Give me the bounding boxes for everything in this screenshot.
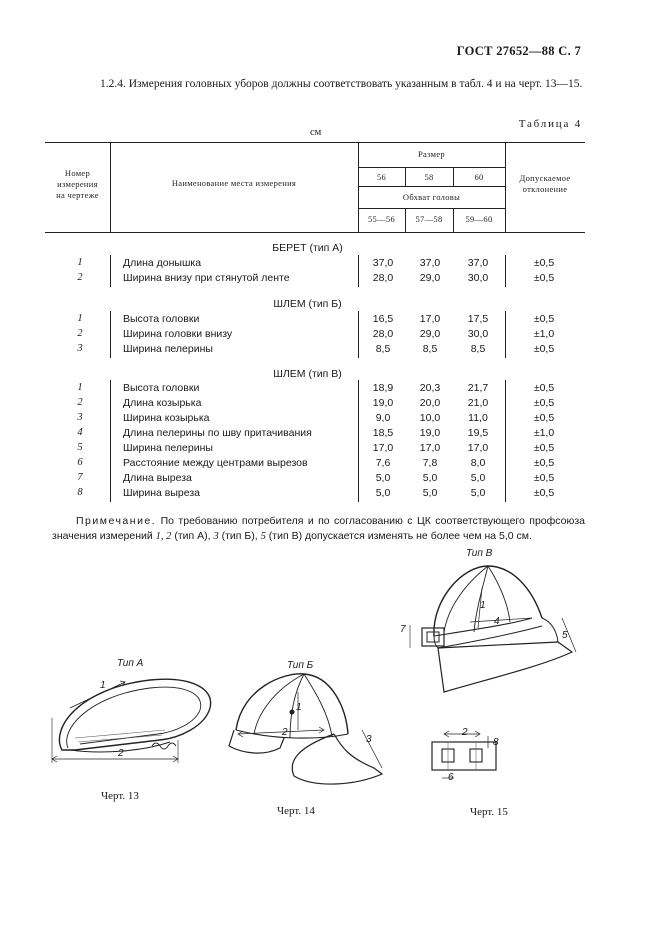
section-title-beret: БЕРЕТ (тип А) — [272, 242, 343, 254]
row-value-56: 7,6 — [375, 457, 391, 469]
row-number: 2 — [77, 397, 83, 408]
row-value-58: 8,5 — [422, 343, 438, 355]
row-value-58: 17,0 — [419, 442, 441, 454]
page-header: ГОСТ 27652—88 С. 7 — [456, 44, 581, 58]
row-value-58: 20,0 — [419, 397, 441, 409]
row-tolerance: ±0,5 — [533, 412, 555, 424]
row-value-60: 30,0 — [467, 328, 489, 340]
row-value-58: 5,0 — [422, 487, 438, 499]
row-tolerance: ±0,5 — [533, 313, 555, 325]
table-row — [45, 272, 585, 287]
figure-13-dim-2: 2 — [118, 748, 124, 759]
row-value-60: 5,0 — [470, 472, 486, 484]
row-value-56: 17,0 — [372, 442, 394, 454]
figure-14-type-label: Тип Б — [287, 660, 314, 671]
table-row — [45, 257, 585, 272]
row-value-60: 17,0 — [467, 442, 489, 454]
row-value-56: 18,9 — [372, 382, 394, 394]
table-row — [45, 487, 585, 502]
row-number: 2 — [77, 272, 83, 283]
row-name: Ширина пелерины — [123, 343, 213, 355]
row-name: Длина пелерины по шву притачивания — [123, 427, 312, 439]
table-row — [45, 343, 585, 358]
figure-13-type-label: Тип А — [117, 658, 144, 669]
row-name: Ширина выреза — [123, 487, 200, 499]
table-unit: см — [310, 127, 322, 138]
header-tolerance-line1: Допускаемое — [519, 173, 571, 183]
row-value-60: 8,5 — [470, 343, 486, 355]
figure-13-caption: Черт. 13 — [101, 790, 139, 802]
figure-15-cutout-detail — [424, 726, 514, 786]
note-text-a: По требованию потребителя и по согласованию с ЦК соответствующего профсоюза значения измерений — [52, 515, 585, 542]
row-value-58: 17,0 — [419, 313, 441, 325]
header-size-58: 58 — [424, 172, 434, 182]
row-number: 7 — [77, 472, 83, 483]
row-number: 6 — [77, 457, 83, 468]
section-title-helmet-b: ШЛЕМ (тип Б) — [273, 298, 342, 310]
header-girth-2: 57—58 — [415, 214, 443, 224]
row-value-56: 19,0 — [372, 397, 394, 409]
table-row — [45, 457, 585, 472]
figure-15-dim-1: 1 — [480, 600, 486, 611]
row-name: Ширина козырька — [123, 412, 210, 424]
header-tolerance-line2: отклонение — [522, 184, 568, 194]
row-value-56: 5,0 — [375, 472, 391, 484]
row-number: 1 — [77, 313, 83, 324]
figure-15-caption: Черт. 15 — [470, 806, 508, 818]
note-text-c: (тип Б), — [218, 530, 261, 542]
header-size: Размер — [418, 149, 445, 159]
header-number-line1: Номер — [64, 168, 91, 178]
row-tolerance: ±0,5 — [533, 442, 555, 454]
figure-14-dim-3: 3 — [366, 734, 372, 745]
row-value-56: 5,0 — [375, 487, 391, 499]
row-tolerance: ±1,0 — [533, 328, 555, 340]
header-number — [45, 168, 110, 201]
figure-14-dim-1: 1 — [296, 702, 302, 713]
row-value-56: 16,5 — [372, 313, 394, 325]
table-row — [45, 427, 585, 442]
note-label: Примечание. — [76, 515, 157, 527]
note-text-d: (тип В) допускается изменять не более чем на 5,0 см. — [265, 530, 532, 542]
row-tolerance: ±0,5 — [533, 487, 555, 499]
table-row — [45, 472, 585, 487]
row-value-58: 29,0 — [419, 328, 441, 340]
row-value-56: 8,5 — [375, 343, 391, 355]
row-name: Длина донышка — [123, 257, 202, 269]
row-value-58: 5,0 — [422, 472, 438, 484]
figure-15-dim-8: 8 — [493, 737, 499, 748]
table-caption: Таблица 4 — [518, 118, 582, 130]
row-value-58: 37,0 — [419, 257, 441, 269]
figure-15-dim-6: 6 — [448, 772, 454, 783]
figure-15-dim-5: 5 — [562, 630, 568, 641]
row-number: 3 — [77, 343, 83, 354]
row-name: Длина козырька — [123, 397, 202, 409]
row-value-60: 11,0 — [468, 412, 488, 424]
header-name: Наименование места измерения — [171, 178, 297, 188]
note-text-b: (тип А), — [171, 530, 214, 542]
figure-13-dim-1: 1 — [100, 680, 106, 691]
note-italic-2: 3 — [213, 531, 219, 542]
row-number: 2 — [77, 328, 83, 339]
figure-14-dim-2: 2 — [282, 727, 288, 738]
row-number: 5 — [77, 442, 83, 453]
header-size-60: 60 — [474, 172, 484, 182]
row-value-56: 28,0 — [372, 328, 394, 340]
header-girth-3: 59—60 — [465, 214, 493, 224]
row-value-60: 37,0 — [467, 257, 489, 269]
row-value-60: 8,0 — [470, 457, 486, 469]
table-row — [45, 313, 585, 328]
row-value-56: 18,5 — [372, 427, 394, 439]
figure-15-dim-7: 7 — [400, 624, 406, 635]
row-number: 8 — [77, 487, 83, 498]
row-tolerance: ±0,5 — [533, 472, 555, 484]
figure-15-helmet-drawing — [392, 560, 587, 700]
note-italic-3: 5 — [260, 531, 266, 542]
row-value-56: 37,0 — [372, 257, 394, 269]
row-value-60: 21,7 — [467, 382, 489, 394]
header-number-line2: измерения — [57, 179, 98, 189]
header-girth: Обхват головы — [402, 192, 461, 202]
row-number: 1 — [77, 382, 83, 393]
figure-15-dim-4: 4 — [494, 616, 500, 627]
row-number: 1 — [77, 257, 83, 268]
row-tolerance: ±1,0 — [533, 427, 555, 439]
row-value-58: 10,0 — [419, 412, 441, 424]
figure-13-beret-drawing — [40, 668, 220, 778]
figure-15-type-label: Тип В — [466, 548, 493, 559]
table-row — [45, 397, 585, 412]
header-number-line3: на чертеже — [56, 190, 99, 200]
row-value-60: 30,0 — [467, 272, 489, 284]
row-name: Ширина пелерины — [123, 442, 213, 454]
table-note — [52, 514, 585, 544]
table-row — [45, 328, 585, 343]
header-girth-1: 55—56 — [368, 214, 395, 224]
row-tolerance: ±0,5 — [533, 397, 555, 409]
row-value-56: 28,0 — [372, 272, 394, 284]
row-value-60: 5,0 — [470, 487, 486, 499]
intro-paragraph: 1.2.4. Измерения головных уборов должны соответствовать указанным в табл. 4 и на черт. 13—15. — [100, 78, 583, 90]
row-number: 3 — [77, 412, 83, 423]
row-tolerance: ±0,5 — [533, 382, 555, 394]
table-row — [45, 382, 585, 397]
figure-15-dim-2: 2 — [462, 727, 468, 738]
row-tolerance: ±0,5 — [533, 272, 555, 284]
row-value-58: 20,3 — [419, 382, 441, 394]
table-row — [45, 412, 585, 427]
row-tolerance: ±0,5 — [533, 257, 555, 269]
figure-14-caption: Черт. 14 — [277, 805, 315, 817]
row-name: Ширина головки внизу — [123, 328, 233, 340]
row-number: 4 — [77, 427, 83, 438]
row-tolerance: ±0,5 — [533, 343, 555, 355]
row-value-60: 17,5 — [467, 313, 489, 325]
figure-14-helmet-drawing — [224, 668, 394, 798]
row-name: Расстояние между центрами вырезов — [123, 457, 308, 469]
header-size-56: 56 — [376, 172, 387, 182]
header-tolerance — [505, 173, 585, 195]
row-name: Ширина внизу при стянутой ленте — [123, 272, 290, 284]
row-name: Высота головки — [123, 313, 200, 325]
row-name: Высота головки — [123, 382, 200, 394]
row-tolerance: ±0,5 — [533, 457, 555, 469]
row-value-58: 29,0 — [419, 272, 441, 284]
note-italic-1: 1, 2 — [155, 531, 172, 542]
section-title-helmet-v: ШЛЕМ (тип В) — [273, 368, 342, 380]
row-value-56: 9,0 — [375, 412, 391, 424]
row-value-58: 19,0 — [419, 427, 441, 439]
row-value-60: 21,0 — [467, 397, 489, 409]
row-value-58: 7,8 — [422, 457, 438, 469]
row-value-60: 19,5 — [467, 427, 489, 439]
table-row — [45, 442, 585, 457]
row-name: Длина выреза — [123, 472, 192, 484]
